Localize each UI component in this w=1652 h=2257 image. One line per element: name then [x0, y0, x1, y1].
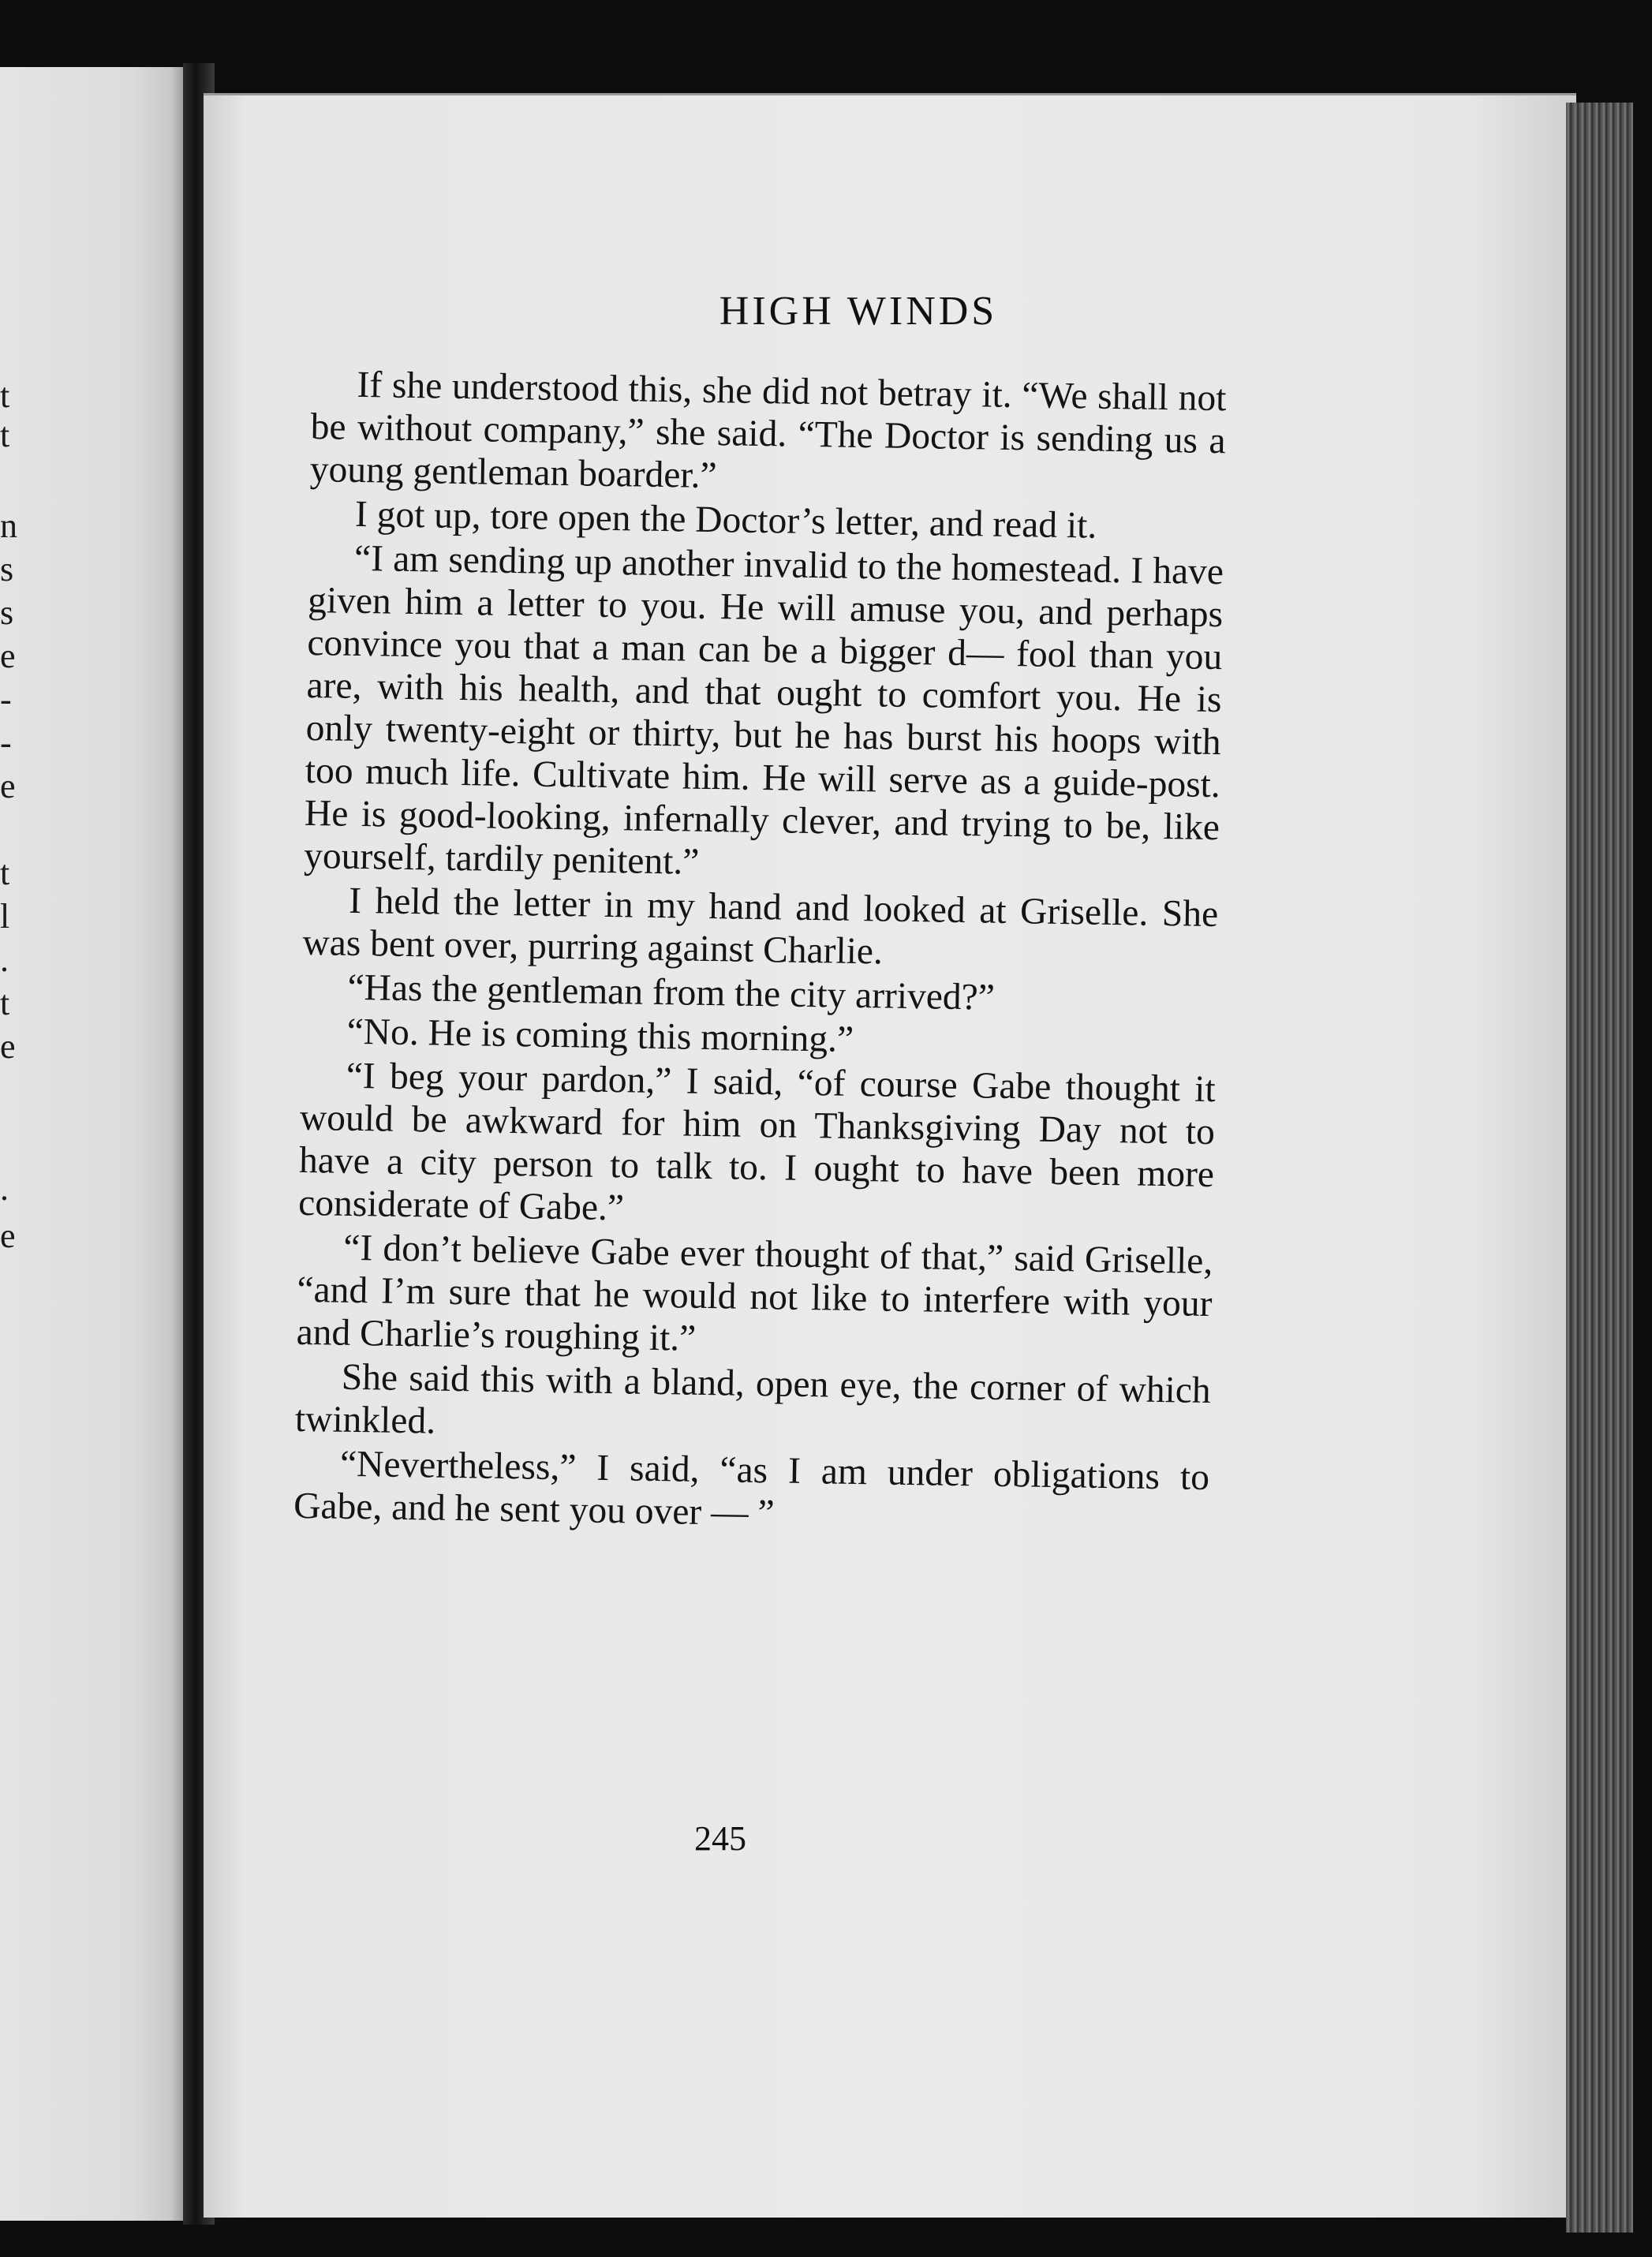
previous-page-fragment: e	[0, 1027, 16, 1066]
paragraph: “No. He is coming this morning.”	[346, 1011, 854, 1060]
previous-page-fragment: s	[0, 593, 14, 632]
previous-page-fragment: t	[0, 984, 10, 1022]
page-fore-edge	[1566, 103, 1633, 2233]
previous-page-fragment: s	[0, 550, 14, 589]
previous-page-fragment: -	[0, 723, 12, 762]
paragraph: She said this with a bland, open eye, the corner of which twinkled.	[294, 1356, 1212, 1442]
previous-page-fragment: n	[0, 506, 17, 545]
previous-page-fragment: -	[0, 680, 12, 719]
paragraph: “Nevertheless,” I said, “as I am under obligations to Gabe, and he sent you over — ”	[293, 1443, 1210, 1534]
paragraph: If she understood this, she did not betray it. “We shall not be without company,” she said. “The Doctor is sending us a young gentleman boarder.”	[309, 364, 1227, 497]
previous-page-text-edge	[0, 67, 16, 2221]
paragraph: “I am sending up another invalid to the homestead. I have given him a letter to you. He will amuse you, and perhaps convince you that a man can be a bigger d— fool than you are, with his health, and that ought to comfort you. He is only twenty-eight or thirty, but he has burst his hoops with too much life. Cultivate him. He will serve as a guide-post. He is good-looking, infernally clever, and trying to be, like yourself, tardily penitent.”	[303, 537, 1224, 883]
previous-page	[0, 67, 185, 2221]
previous-page-fragment: e	[0, 1216, 16, 1255]
previous-page-fragment: .	[0, 940, 9, 979]
paragraph: “Has the gentleman from the city arrived?”	[347, 966, 996, 1018]
page-number: 245	[694, 1819, 746, 1858]
body-text	[293, 363, 1227, 1543]
paragraph: I held the letter in my hand and looked at Griselle. She was bent over, purring against Charlie.	[302, 880, 1219, 973]
paragraph: “I beg your pardon,” I said, “of course Gabe thought it would be awkward for him on Thanksgiving Day not to have a city person to talk to. I ought to have been more considerate of Gabe.”	[297, 1055, 1217, 1229]
previous-page-fragment: .	[0, 1169, 9, 1208]
previous-page-fragment: t	[0, 854, 10, 892]
paragraph: “I don’t believe Gabe ever thought of that,” said Griselle, “and I’m sure that he would not like to interfere with your and Charlie’s roughing it.”	[296, 1227, 1213, 1359]
previous-page-fragment: e	[0, 637, 16, 675]
previous-page-fragment: t	[0, 416, 10, 454]
running-head: HIGH WINDS	[719, 289, 998, 334]
previous-page-fragment: l	[0, 897, 10, 936]
previous-page-fragment: t	[0, 376, 10, 415]
paragraph: I got up, tore open the Doctor’s letter, and read it.	[354, 493, 1097, 547]
previous-page-fragment: e	[0, 767, 16, 805]
